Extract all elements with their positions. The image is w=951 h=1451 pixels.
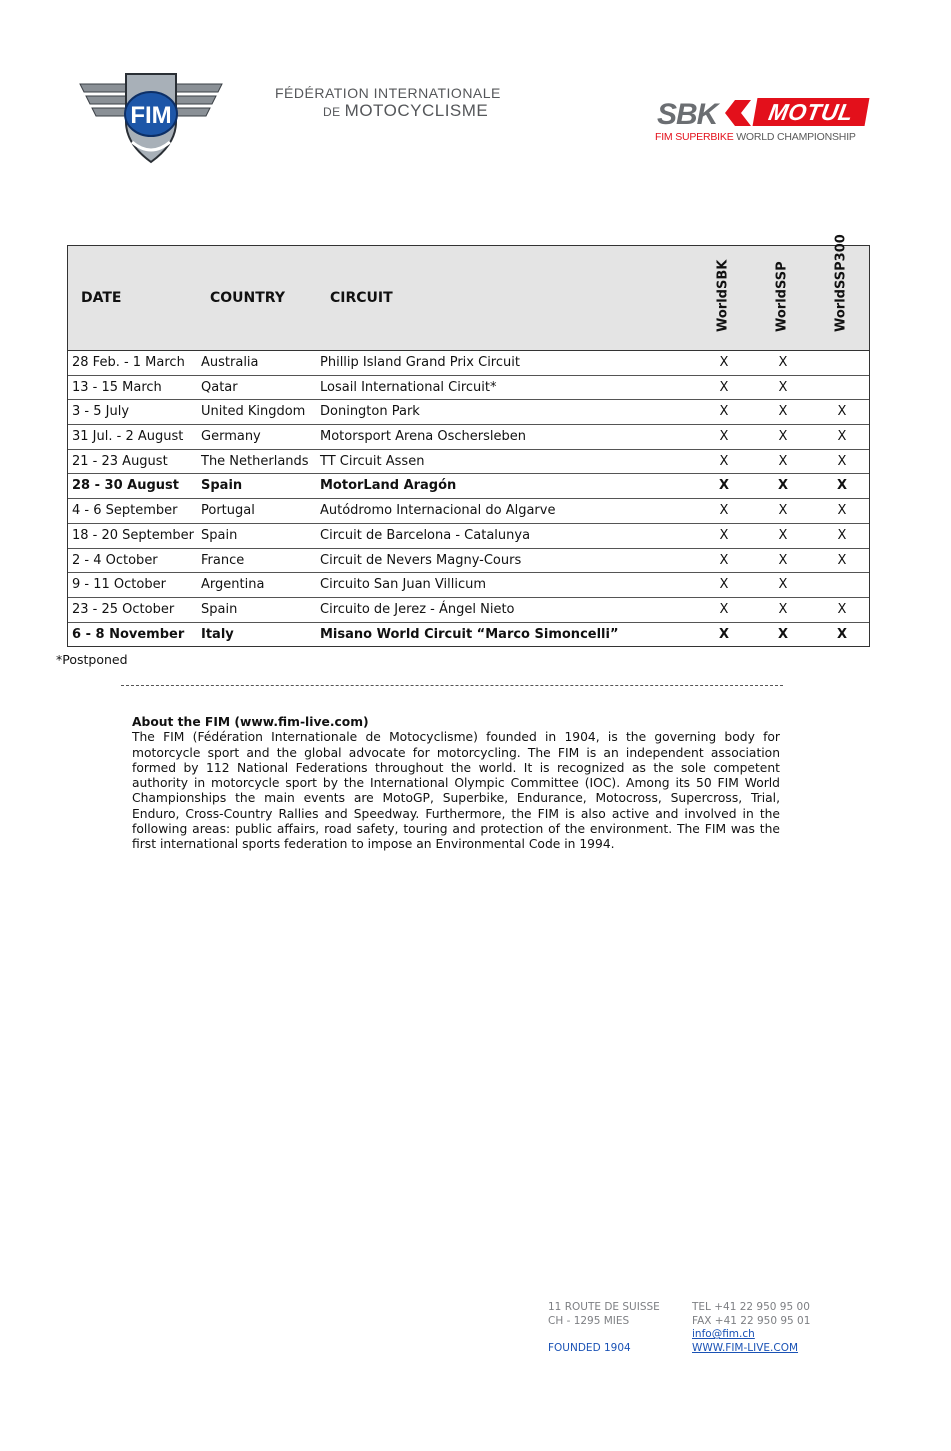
- cell-worldssp: X: [778, 379, 788, 395]
- fim-logo: [76, 70, 226, 166]
- table-row: [68, 573, 869, 598]
- footer-email-link[interactable]: info@fim.ch: [692, 1328, 755, 1341]
- calendar-table: [67, 234, 870, 647]
- cell-country: Portugal: [201, 503, 255, 519]
- header-worldssp300-wrap: [831, 234, 851, 332]
- footer-spacer: [548, 1328, 660, 1342]
- cell-country: Germany: [201, 429, 261, 445]
- cell-date: 3 - 5 July: [72, 404, 130, 420]
- cell-worldssp: X: [778, 429, 788, 445]
- cell-worldssp: X: [777, 626, 789, 642]
- cell-worldssp: X: [778, 552, 788, 568]
- footer-fax: FAX +41 22 950 95 01: [692, 1314, 811, 1327]
- sbk-mark-icon: [655, 98, 755, 128]
- cell-worldssp300: X: [836, 626, 848, 642]
- table-row: [68, 474, 869, 499]
- table-row: [68, 499, 869, 524]
- header-country: COUNTRY: [210, 290, 285, 306]
- fim-name-line2-wrap: [323, 101, 501, 121]
- cell-worldssp300: X: [837, 503, 847, 519]
- cell-worldssp300: X: [837, 453, 847, 469]
- dashed-divider: [121, 685, 783, 686]
- cell-worldssp: X: [778, 404, 788, 420]
- table-row: [68, 351, 869, 376]
- cell-circuit: Motorsport Arena Oschersleben: [320, 429, 527, 445]
- cell-circuit: Circuit de Barcelona - Catalunya: [320, 527, 531, 543]
- table-row: [68, 425, 869, 450]
- footer-website-link[interactable]: WWW.FIM-LIVE.COM: [692, 1341, 799, 1354]
- cell-country: The Netherlands: [201, 453, 309, 469]
- header-circuit: CIRCUIT: [330, 290, 393, 306]
- about-title: About the FIM (www.fim-live.com): [132, 715, 369, 729]
- table-body: [68, 351, 869, 646]
- cell-worldsbk: X: [719, 552, 729, 568]
- sbk-subtitle-grey: WORLD CHAMPIONSHIP: [733, 131, 856, 143]
- cell-worldssp: X: [777, 478, 789, 494]
- footer-address-line1: 11 ROUTE DE SUISSE: [548, 1301, 660, 1313]
- cell-circuit: Circuito de Jerez - Ángel Nieto: [320, 601, 515, 617]
- cell-worldssp: X: [778, 527, 788, 543]
- cell-worldssp300: X: [837, 404, 847, 420]
- footer-address-line2: CH - 1295 MIES: [548, 1314, 630, 1327]
- table-row: [68, 400, 869, 425]
- cell-worldssp: X: [778, 453, 788, 469]
- cell-date: 9 - 11 October: [72, 577, 166, 593]
- cell-country: France: [201, 552, 245, 568]
- cell-worldssp: X: [778, 601, 788, 617]
- footer-contact: [692, 1301, 810, 1355]
- cell-circuit: Autódromo Internacional do Algarve: [320, 503, 556, 519]
- cell-date: 31 Jul. - 2 August: [72, 429, 184, 445]
- cell-worldssp300: X: [836, 478, 848, 494]
- footer-tel: TEL +41 22 950 95 00: [692, 1301, 810, 1313]
- header-worldssp-wrap: [772, 252, 792, 332]
- header-worldssp: WorldSSP: [774, 261, 790, 332]
- cell-country: Spain: [201, 601, 238, 617]
- cell-country: Spain: [201, 527, 238, 543]
- table-header: [68, 234, 869, 351]
- table-row: [68, 524, 869, 549]
- postponed-footnote: *Postponed: [56, 652, 128, 667]
- fim-name-line2: MOTOCYCLISME: [344, 101, 489, 120]
- cell-circuit: Circuit de Nevers Magny-Cours: [320, 552, 522, 568]
- cell-worldssp: X: [778, 355, 788, 370]
- cell-circuit: Phillip Island Grand Prix Circuit: [320, 355, 520, 370]
- table-row: [68, 376, 869, 401]
- cell-date: 21 - 23 August: [72, 453, 168, 469]
- about-fim: [132, 715, 780, 853]
- cell-worldsbk: X: [718, 626, 730, 642]
- cell-worldssp300: X: [837, 601, 847, 617]
- cell-worldsbk: X: [719, 503, 729, 519]
- cell-country: United Kingdom: [201, 404, 306, 420]
- motul-badge: MOTUL: [753, 98, 870, 126]
- table-row: [68, 450, 869, 475]
- cell-circuit: MotorLand Aragón: [320, 478, 457, 494]
- table-row: [68, 598, 869, 623]
- sbk-motul-logo: [655, 98, 870, 148]
- footer-founded: FOUNDED 1904: [548, 1341, 631, 1354]
- fim-emblem-icon: [76, 70, 226, 166]
- cell-country: Australia: [201, 355, 259, 370]
- cell-circuit: Circuito San Juan Villicum: [320, 577, 487, 593]
- table-row: [68, 623, 869, 647]
- cell-date: 4 - 6 September: [72, 503, 178, 519]
- cell-country: Spain: [201, 478, 243, 494]
- cell-worldsbk: X: [719, 601, 729, 617]
- cell-worldsbk: X: [719, 453, 729, 469]
- cell-worldssp300: X: [837, 552, 847, 568]
- cell-date: 13 - 15 March: [72, 379, 162, 395]
- cell-circuit: Misano World Circuit “Marco Simoncelli”: [320, 626, 619, 642]
- cell-worldsbk: X: [719, 404, 729, 420]
- cell-worldssp300: X: [837, 527, 847, 543]
- cell-circuit: TT Circuit Assen: [320, 453, 425, 469]
- cell-circuit: Donington Park: [320, 404, 420, 420]
- fim-name-de: DE: [323, 105, 341, 119]
- cell-date: 23 - 25 October: [72, 601, 175, 617]
- cell-date: 18 - 20 September: [72, 527, 195, 543]
- sbk-mark-text: SBK: [657, 98, 718, 128]
- cell-date: 28 - 30 August: [72, 478, 179, 494]
- about-body: The FIM (Fédération Internationale de Motocyclisme) founded in 1904, is the governing body for motorcycle sport and the global advocate for motorcycling. The FIM is an independent association formed by 112 National Federations throughout the world. It is recognized as the sole competent authority in motorcycle sport by the International Olympic Committee (IOC). Among its 50 FIM World Championships the main events are MotoGP, Superbike, Endurance, Motocross, Supercross, Trial, Enduro, Cross-Country Rallies and Speedway. Furthermore, the FIM is also active and involved in the following areas: public affairs, road safety, touring and protection of the environment. The FIM was the first international sports federation to impose an Environmental Code in 1994.: [132, 730, 780, 852]
- fim-federation-name: [275, 85, 501, 121]
- cell-worldsbk: X: [718, 478, 730, 494]
- header-worldsbk: WorldSBK: [715, 259, 731, 332]
- cell-worldsbk: X: [719, 355, 729, 370]
- cell-date: 2 - 4 October: [72, 552, 158, 568]
- sbk-subtitle: [655, 131, 856, 143]
- fim-name-line1: FÉDÉRATION INTERNATIONALE: [275, 85, 501, 101]
- cell-worldsbk: X: [719, 527, 729, 543]
- cell-country: Argentina: [201, 577, 265, 593]
- cell-country: Italy: [201, 626, 234, 642]
- fim-logo-text: FIM: [130, 102, 172, 129]
- cell-worldssp: X: [778, 577, 788, 593]
- cell-worldssp300: X: [837, 429, 847, 445]
- cell-worldsbk: X: [719, 429, 729, 445]
- table-row: [68, 549, 869, 574]
- cell-worldsbk: X: [719, 577, 729, 593]
- cell-date: 6 - 8 November: [72, 626, 185, 642]
- header-date: DATE: [81, 290, 122, 306]
- sbk-subtitle-red: FIM SUPERBIKE: [655, 131, 734, 143]
- cell-date: 28 Feb. - 1 March: [72, 355, 185, 370]
- cell-country: Qatar: [201, 379, 238, 395]
- cell-worldsbk: X: [719, 379, 729, 395]
- cell-worldssp: X: [778, 503, 788, 519]
- footer-address: [548, 1301, 660, 1355]
- header-worldssp300: WorldSSP300: [833, 234, 849, 332]
- cell-circuit: Losail International Circuit*: [320, 379, 497, 395]
- header-worldsbk-wrap: [713, 252, 733, 332]
